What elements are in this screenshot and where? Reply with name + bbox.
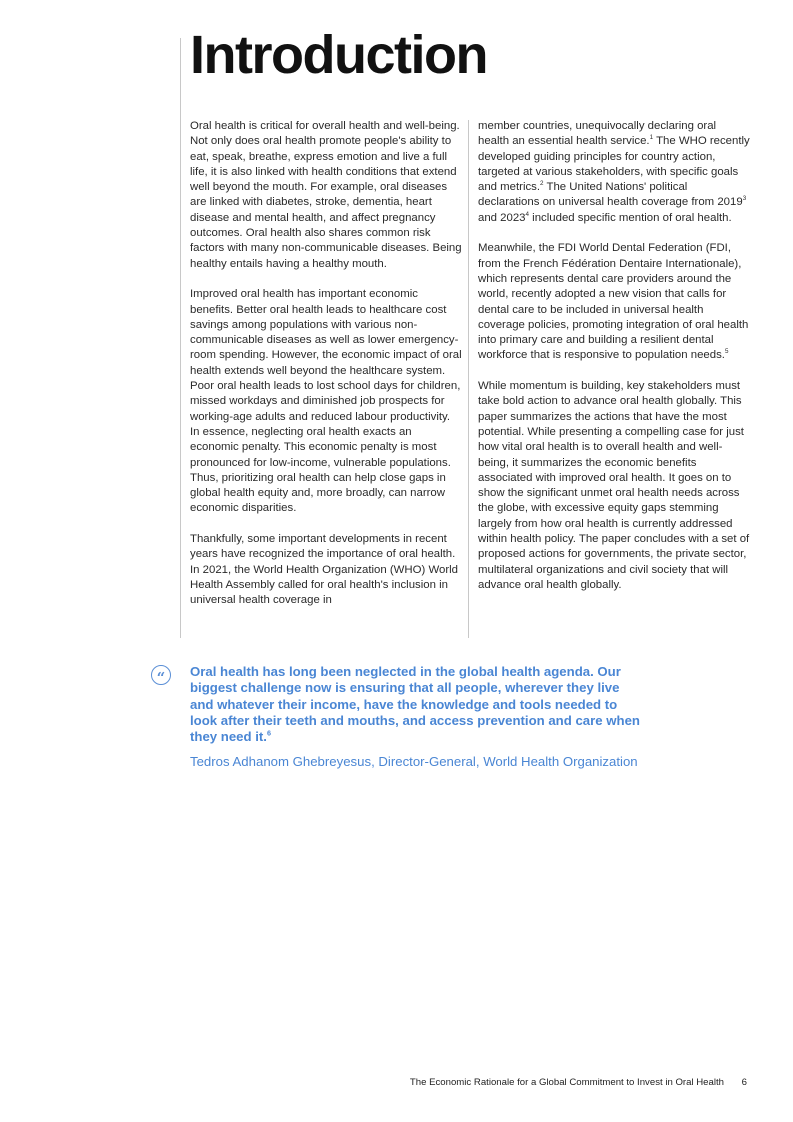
footnote-ref: 5 — [724, 348, 729, 356]
quote-icon: “ — [151, 665, 171, 685]
paragraph: Oral health is critical for overall health and well-being. Not only does oral health promote people's ability to eat, speak, breathe, express emotion and live a full life, it is also linked with health conditions that extend well beyond the mouth. For example, oral diseases are linked with diabetes, stroke, dementia, heart disease and mental health, and affect pregnancy outcomes. Oral health also shares common risk factors with many non-communicable diseases. Being healthy entails having a healthy mouth. — [190, 120, 462, 270]
footer-document-title: The Economic Rationale for a Global Commitment to Invest in Oral Health — [409, 1077, 724, 1088]
footnote-ref: 6 — [266, 728, 271, 738]
paragraph: Meanwhile, the FDI World Dental Federation (FDI, from the French Fédération Dentaire Internationale), which represents dental care providers around the world, recently adopted a new vision that calls for dental care to be included in universal health coverage policies, promoting integration of oral health into primary care and building a resilient dental workforce that is responsive to population needs.$^5$ — [478, 242, 749, 362]
page-number: 6 — [741, 1077, 747, 1088]
paragraph: member countries, unequivocally declaring oral health an essential health service.$^1$ The WHO recently developed guiding principles for country action, targeted at various stakeholders, with specific goals and metrics.$^2$ The United Nations' political declarations on universal health coverage from 2019$^3$ and 2023$^4$ included specific mention of oral health. — [478, 120, 750, 224]
paragraph: While momentum is building, key stakeholders must take bold action to advance oral health globally. This paper summarizes the actions that have the most potential. While presenting a compelling case for just how vital oral health is to overall health and well-being, it summarizes the economic benefits associated with improved oral health. It goes on to show the significant unmet oral health needs across the globe, with excessive equity gaps stemming largely from how oral health is currently addressed within health policy. The paper concludes with a set of proposed actions for governments, the private sector, multilateral organizations and civil society that will advance oral health globally. — [478, 380, 750, 591]
footnote-ref: 2 — [540, 180, 544, 188]
paragraph: Improved oral health has important economic benefits. Better oral health leads to healthcare cost savings among populations with various non-communicable diseases as well as lower emergency-room spending. However, the economic impact of oral health extends well beyond the healthcare system. Poor oral health leads to lost school days for children, missed workdays and diminished job prospects for working-age adults and reduced labour productivity. In essence, neglecting oral health exacts an economic penalty. This economic penalty is most pronounced for low-income, vulnerable populations. Thus, prioritizing oral health can help close gaps in global health equity and, more broadly, can narrow economic disparities. — [190, 288, 462, 515]
footnote-ref: 3 — [742, 195, 747, 203]
column-divider-rule — [468, 120, 469, 638]
paragraph: Thankfully, some important developments in recent years have recognized the importance of oral health. In 2021, the World Health Organization (WHO) World Health Assembly called for oral health's inclusion in universal health coverage in — [190, 533, 459, 607]
footnote-ref: 1 — [649, 134, 654, 142]
pull-quote: Oral health has long been neglected in the global health agenda. Our biggest challenge now is ensuring that all people, wherever they live and whatever their income, have the knowledge and tools needed to look after their teeth and mouths, and access prevention and care when they need it.$^6$ — [190, 664, 640, 745]
quote-attribution: Tedros Adhanom Ghebreyesus, Director-General, World Health Organization — [190, 754, 638, 769]
left-margin-rule — [180, 38, 181, 638]
footnote-ref: 4 — [525, 210, 530, 218]
page-title: Introduction — [190, 25, 487, 85]
body-column-left — [190, 119, 462, 624]
page-footer — [410, 1076, 747, 1090]
body-column-right — [478, 119, 750, 609]
